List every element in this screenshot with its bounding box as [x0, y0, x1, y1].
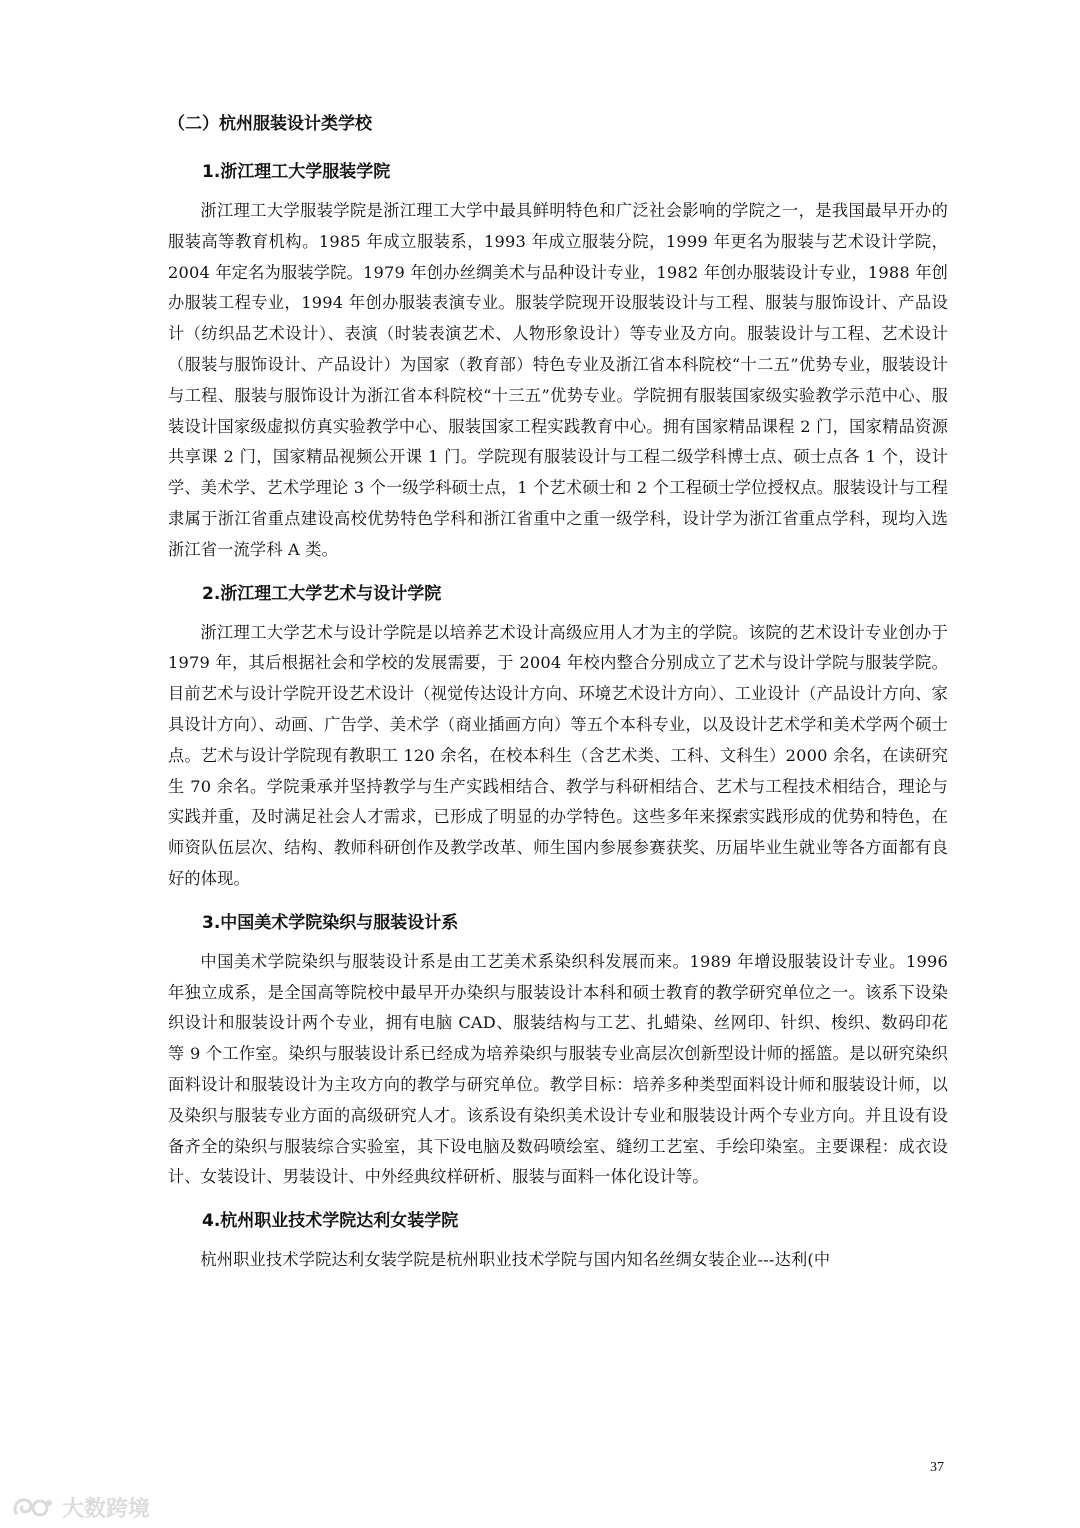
subsection-heading-4: 4.杭州职业技术学院达利女装学院 — [202, 1211, 459, 1232]
watermark-logo-icon — [10, 1495, 56, 1521]
watermark-text: 大数跨境 — [62, 1497, 151, 1522]
subsection-body-4: 杭州职业技术学院达利女装学院是杭州职业技术学院与国内知名丝绸女装企业---达利(中 — [200, 1250, 831, 1270]
page-number: 37 — [930, 1460, 944, 1475]
section-title: （二）杭州服装设计类学校 — [168, 114, 372, 134]
watermark — [10, 1492, 150, 1523]
subsection-heading-2: 2.浙江理工大学艺术与设计学院 — [202, 583, 442, 604]
subsection-heading-1: 1.浙江理工大学服装学院 — [202, 162, 391, 182]
subsection-body-2: 浙江理工大学艺术与设计学院是以培养艺术设计高级应用人才为主的学院。该院的艺术设计专业创办于 1979 年，其后根据社会和学校的发展需要，于 2004 年校内整合分别成立了艺术与设计学院与服装学院。目前艺术与设计学院开设艺术设计（视觉传达设计方向、环境艺术设计方向）、工业设计（产品设计方向、家具设计方向）、动画、广告学、美术学（商业插画方向）等五个本科专业，以及设计艺术学和美术学两个硕士点。艺术与设计学院现有教职工 120 余名，在校本科生（含艺术类、工科、文科生）2000 余名，在读研究生 70 余名。学院秉承并坚持教学与生产实践相结合、教学与科研相结合、艺术与工程技术相结合，理论与实践并重，及时满足社会人才需求，已形成了明显的办学特色。这些多年来探索实践形成的优势和特色，在师资队伍层次、结构、教师科研创作及教学改革、师生国内参展参赛获奖、历届毕业生就业等各方面都有良好的体现。 — [168, 622, 948, 888]
page-content — [168, 110, 948, 1290]
subsection-heading-3: 3.中国美术学院染织与服装设计系 — [202, 912, 459, 933]
subsection-body-3: 中国美术学院染织与服装设计系是由工艺美术系染织科发展而来。1989 年增设服装设计专业。1996 年独立成系，是全国高等院校中最早开办染织与服装设计本科和硕士教育的教学研究单位之一。该系下设染织设计和服装设计两个专业，拥有电脑 CAD、服装结构与工艺、扎蜡染、丝网印、针织、梭织、数码印花等 9 个工作室。染织与服装设计系已经成为培养染织与服装专业高层次创新型设计师的摇篮。是以研究染织面料设计和服装设计为主攻方向的教学与研究单位。教学目标：培养多种类型面料设计师和服装设计师，以及染织与服装专业方面的高级研究人才。该系设有染织美术设计专业和服装设计两个专业方向。并且设有设备齐全的染织与服装综合实验室，其下设电脑及数码喷绘室、缝纫工艺室、手绘印染室。主要课程：成衣设计、女装设计、男装设计、中外经典纹样研析、服装与面料一体化设计等。 — [168, 951, 948, 1187]
subsection-body-1: 浙江理工大学服装学院是浙江理工大学中最具鲜明特色和广泛社会影响的学院之一，是我国最早开办的服装高等教育机构。1985 年成立服装系，1993 年成立服装分院，1999 年更名为服装与艺术设计学院，2004 年定名为服装学院。1979 年创办丝绸美术与品种设计专业，1982 年创办服装设计专业，1988 年创办服装工程专业，1994 年创办服装表演专业。服装学院现开设服装设计与工程、服装与服饰设计、产品设计（纺织品艺术设计）、表演（时装表演艺术、人物形象设计）等专业及方向。服装设计与工程、艺术设计（服装与服饰设计、产品设计）为国家（教育部）特色专业及浙江省本科院校“十二五”优势专业，服装设计与工程、服装与服饰设计为浙江省本科院校“十三五”优势专业。学院拥有服装国家级实验教学示范中心、服装设计国家级虚拟仿真实验教学中心、服装国家工程实践教育中心。拥有国家精品课程 2 门，国家精品资源共享课 2 门，国家精品视频公开课 1 门。学院现有服装设计与工程二级学科博士点、硕士点各 1 个，设计学、美术学、艺术学理论 3 个一级学科硕士点，1 个艺术硕士和 2 个工程硕士学位授权点。服装设计与工程隶属于浙江省重点建设高校优势特色学科和浙江省重中之重一级学科，设计学为浙江省重点学科，现均入选浙江省一流学科 A 类。 — [168, 201, 948, 559]
